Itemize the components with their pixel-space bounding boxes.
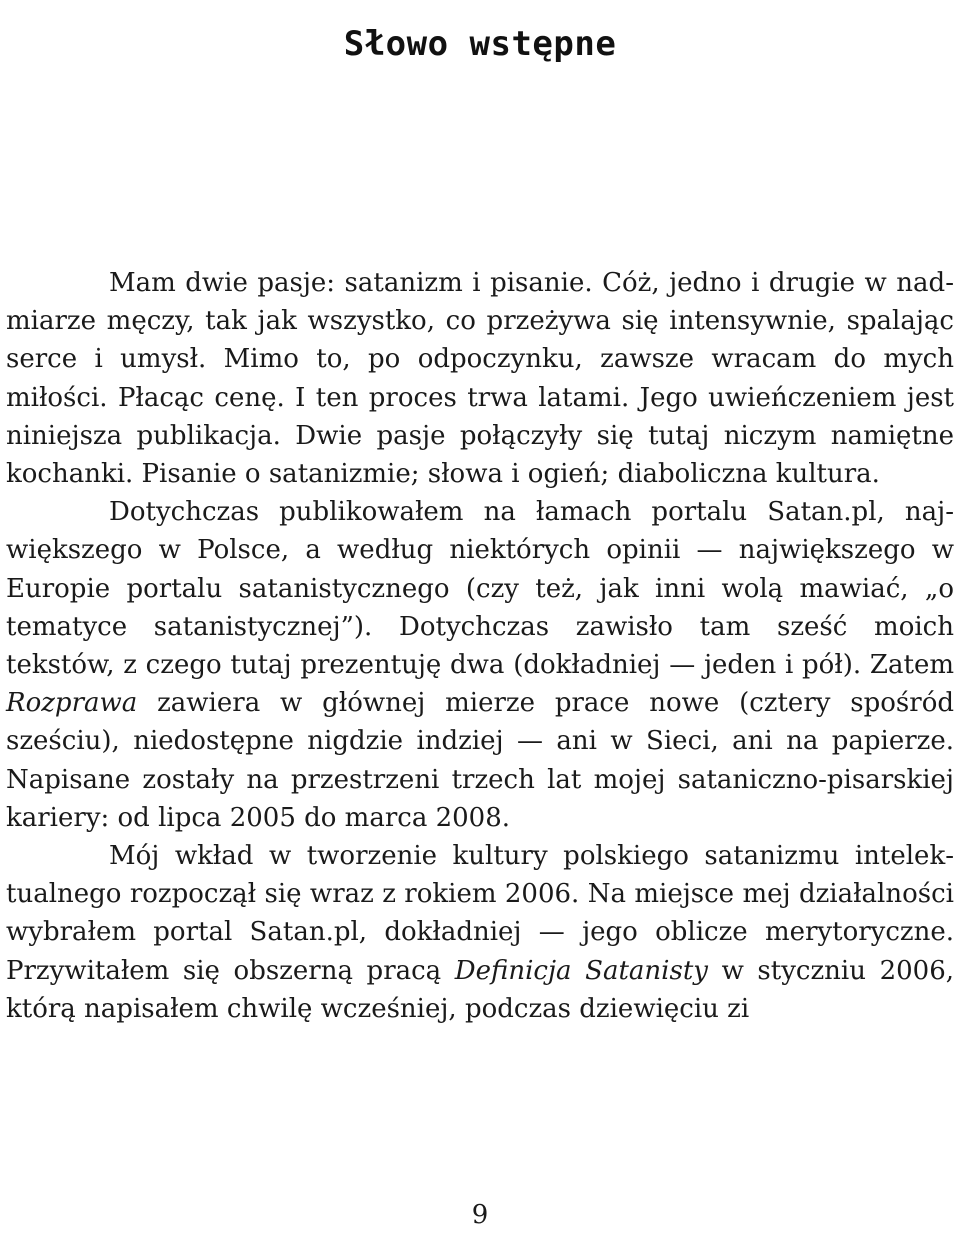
- italic-title-definicja: Definicja Satanisty: [454, 955, 708, 986]
- italic-title-rozprawa: Rozprawa: [6, 688, 138, 719]
- body-text: [6, 264, 954, 1028]
- paragraph-2: [6, 493, 954, 837]
- paragraph-3: [6, 837, 954, 1028]
- page-number: 9: [471, 1200, 489, 1230]
- paragraph-text: Mój wkład w tworzenie kultury polskiego satanizmu intelektualnego rozpoczął się wraz z rokiem 2006. Na miejsce mej działalności wybrałem portal Satan.pl, dokładniej — jego oblicze merytoryczne. Przywitałem się obszerną pracą: [6, 841, 954, 986]
- paragraph-text: Dotychczas publikowałem na łamach portalu Satan.pl, największego w Polsce, a według niektórych opinii — największego w Europie portalu satanistycznego (czy też, jak inni wolą mawiać, „o tematyce satanistycznej”). Dotychczas zawisło tam sześć moich tekstów, z czego tutaj prezentuję dwa (dokładniej — jeden i pół). Zatem: [6, 497, 954, 681]
- paragraph-1: [6, 264, 954, 493]
- page-title: Słowo wstępne: [343, 23, 617, 64]
- paragraph-text: w styczniu 2006, którą napisałem chwilę wcześniej, podczas dziewięciu zi: [6, 955, 955, 1024]
- paragraph-text: zawiera w głównej mierze prace nowe (cztery spośród sześciu), niedostępne nigdzie indziej — ani w Sieci, ani na papierze. Napisane zostały na przestrzeni trzech lat mojej sataniczno-pisarskiej kariery: od lipca 2005 do marca 2008.: [6, 688, 954, 833]
- paragraph-text: Mam dwie pasje: satanizm i pisanie. Cóż, jedno i drugie w nadmiarze męczy, tak jak wszystko, co przeżywa się intensywnie, spalając serce i umysł. Mimo to, po odpoczynku, zawsze wracam do mych miłości. Płacąc cenę. I ten proces trwa latami. Jego uwieńczeniem jest niniejsza publikacja. Dwie pasje połączyły się tutaj niczym namiętne kochanki. Pisanie o satanizmie; słowa i ogień; diaboliczna kultura.: [6, 268, 954, 490]
